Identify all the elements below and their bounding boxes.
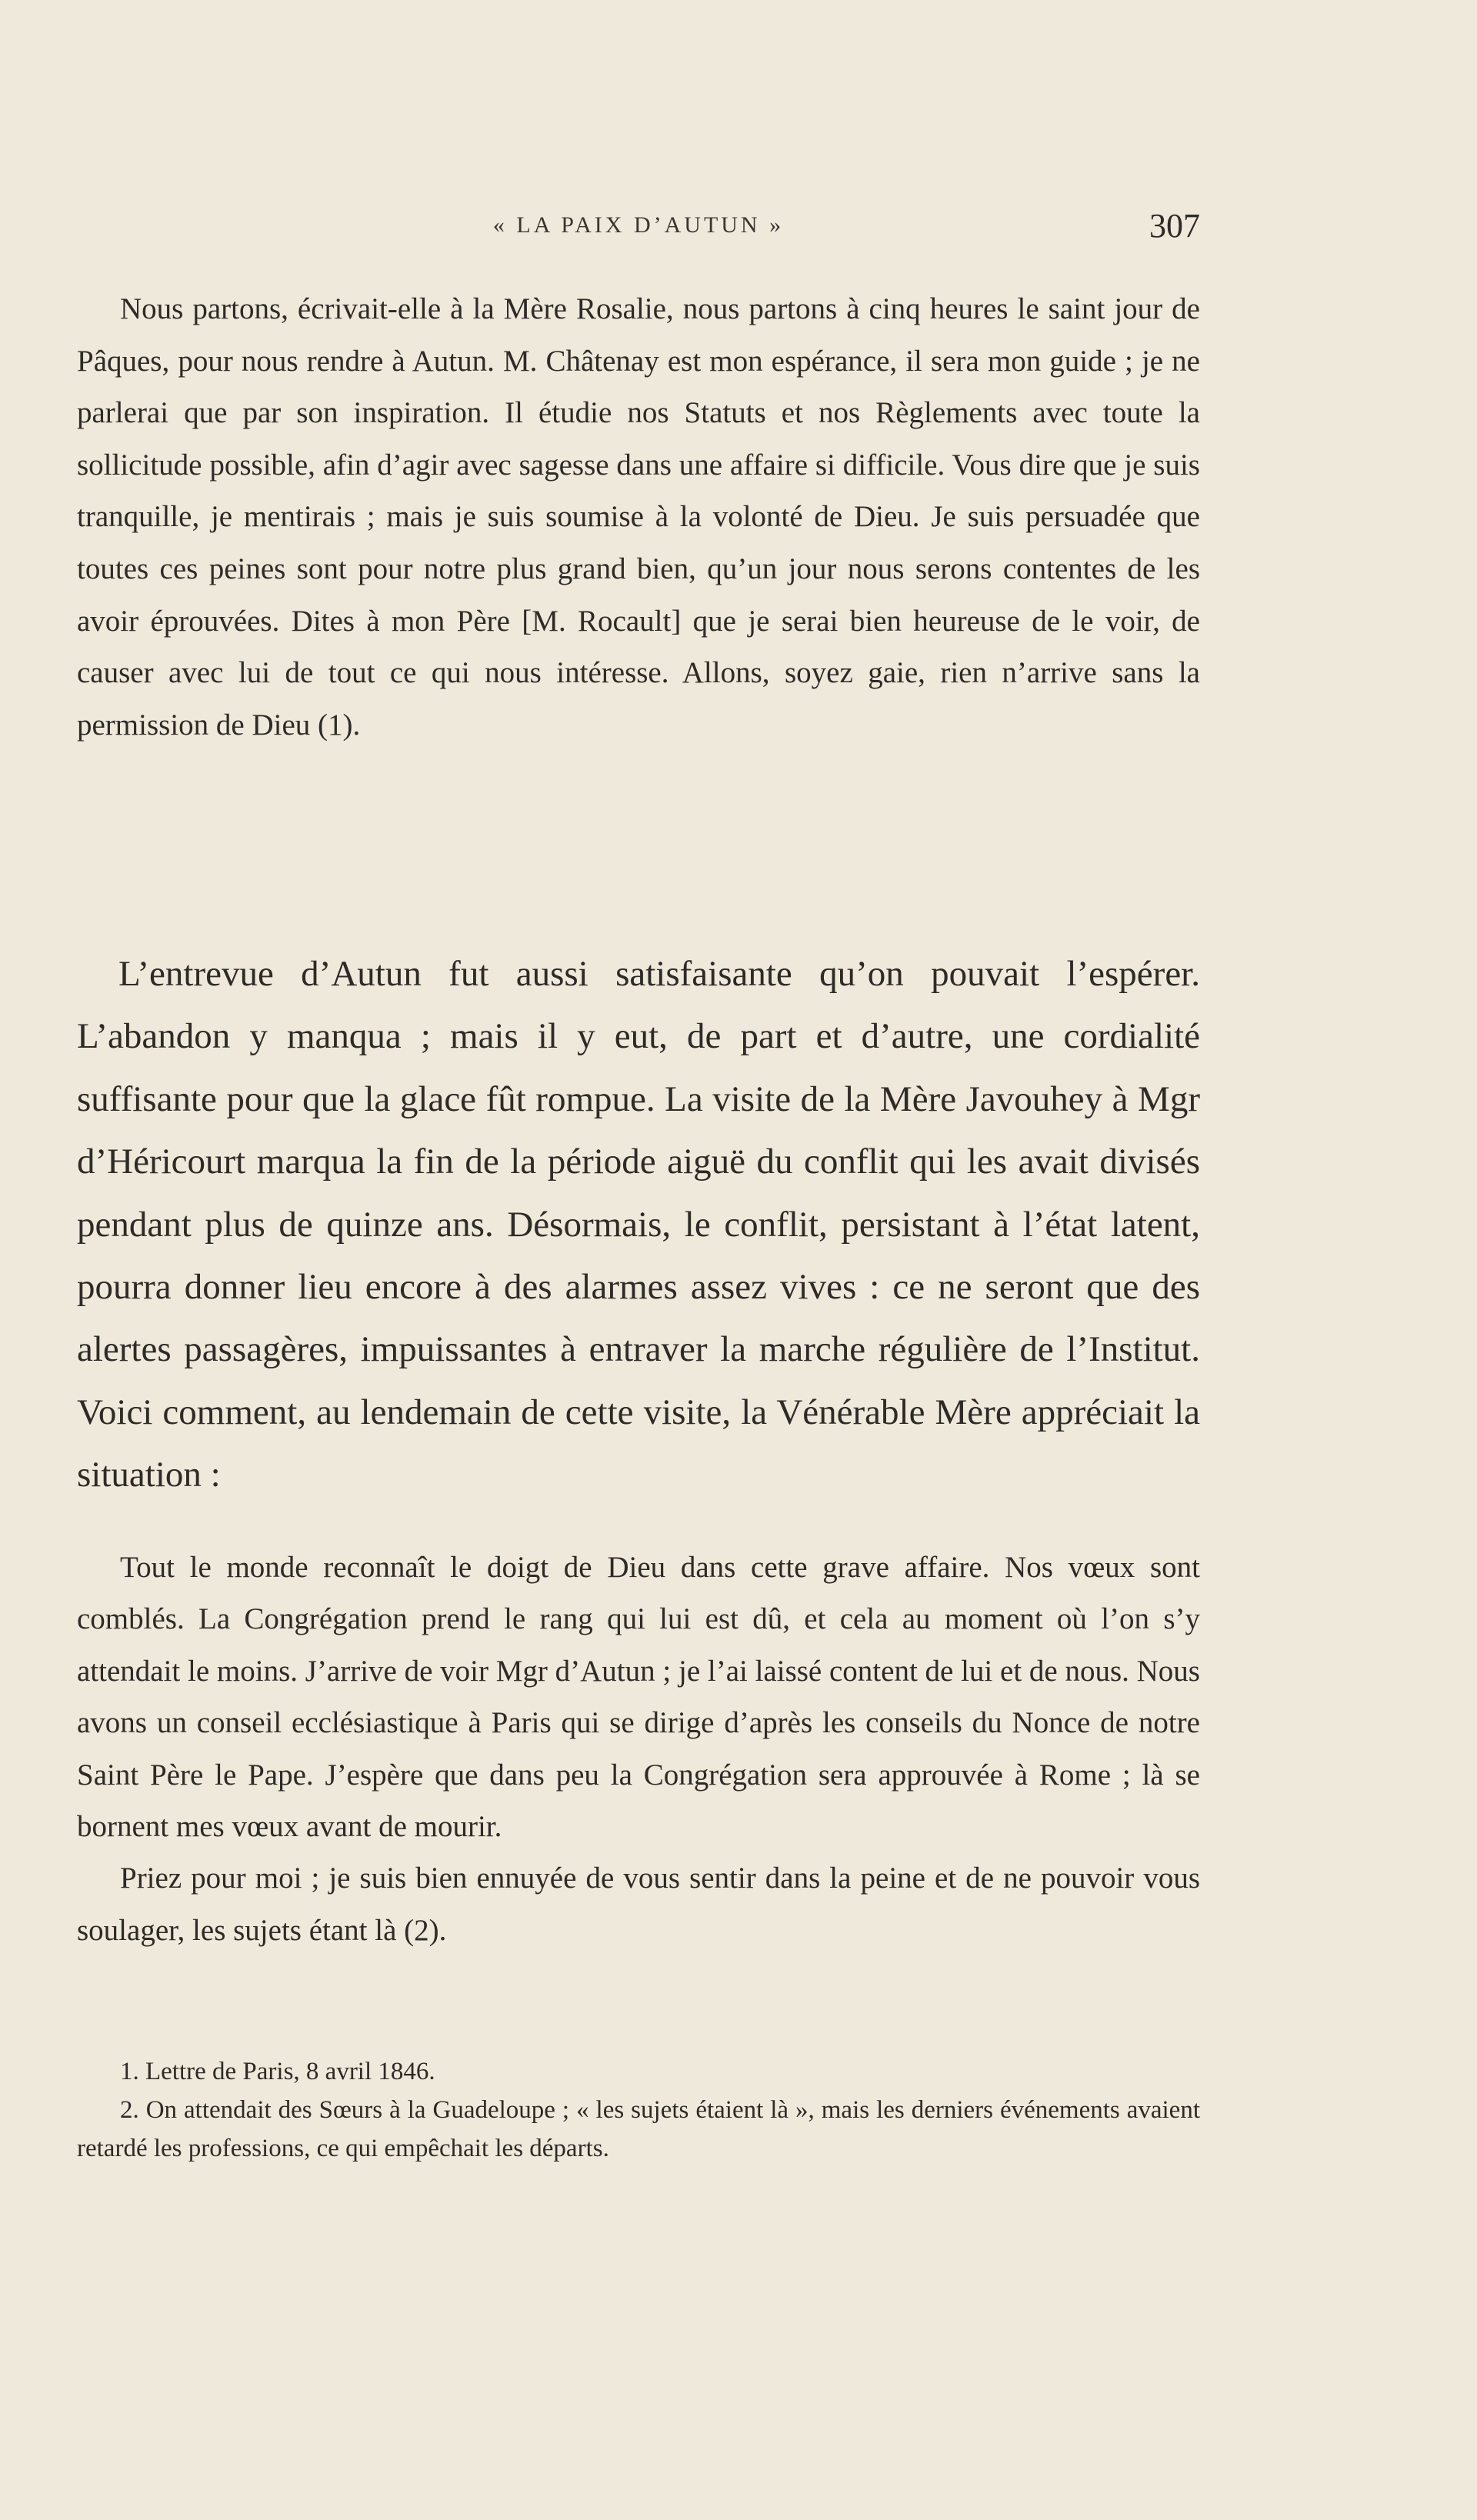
page-header <box>77 206 1200 252</box>
page-number: 307 <box>1149 207 1200 245</box>
body-paragraph <box>77 943 1200 1507</box>
running-title: « LA PAIX D’AUTUN » <box>492 212 785 238</box>
footnotes <box>77 2052 1200 2168</box>
footnote-2: 2. On attendait des Sœurs à la Guadeloupe ; « les sujets étaient là », mais les derniers événements avaient retardé les professions, ce qui empêchait les départs. <box>77 2096 1200 2162</box>
body-paragraph-text: L’entrevue d’Autun fut aussi satisfaisante qu’on pouvait l’espérer. L’abandon y manqua ; mais il y eut, de part et d’autre, une cordialité suffisante pour que la glace fût rompue. La visite de la Mère Javouhey à Mgr d’Héricourt marqua la fin de la période aiguë du conflit qui les avait divisés pendant plus de quinze ans. Désormais, le conflit, persistant à l’état latent, pourra donner lieu encore à des alarmes assez vives : ce ne seront que des alertes passagères, impuissantes à entraver la marche régulière de l’Institut. Voici comment, au lendemain de cette visite, la Vénérable Mère appréciait la situation : <box>77 954 1200 1495</box>
footnote-1: 1. Lettre de Paris, 8 avril 1846. <box>120 2058 435 2085</box>
letter-quote-1-text: Nous partons, écrivait-elle à la Mère Rosalie, nous partons à cinq heures le saint jour de Pâques, pour nous rendre à Autun. M. Châtenay est mon espérance, il sera mon guide ; je ne parlerai que par son inspiration. Il étudie nos Statuts et nos Règlements avec toute la sollicitude possible, afin d’agir avec sagesse dans une affaire si difficile. Vous dire que je suis tranquille, je mentirais ; mais je suis soumise à la volonté de Dieu. Je suis persuadée que toutes ces peines sont pour notre plus grand bien, qu’un jour nous serons contentes de les avoir éprouvées. Dites à mon Père [M. Rocault] que je serai bien heureuse de le voir, de causer avec lui de tout ce qui nous intéresse. Allons, soyez gaie, rien n’arrive sans la permission de Dieu (1). <box>77 292 1200 742</box>
letter-quote-2-paragraph-2: Priez pour moi ; je suis bien ennuyée de vous sentir dans la peine et de ne pouvoir vous soulager, les sujets étant là (2). <box>77 1862 1200 1947</box>
letter-quote-2-paragraph-1: Tout le monde reconnaît le doigt de Dieu dans cette grave affaire. Nos vœux sont comblés. La Congrégation prend le rang qui lui est dû, et cela au moment où l’on s’y attendait le moins. J’arrive de voir Mgr d’Autun ; je l’ai laissé content de lui et de nous. Nous avons un conseil ecclésiastique à Paris qui se dirige d’après les conseils du Nonce de notre Saint Père le Pape. J’espère que dans peu la Congrégation sera approuvée à Rome ; là se bornent mes vœux avant de mourir. <box>77 1551 1200 1844</box>
letter-quote-2 <box>77 1542 1200 1956</box>
letter-quote-1 <box>77 283 1200 751</box>
